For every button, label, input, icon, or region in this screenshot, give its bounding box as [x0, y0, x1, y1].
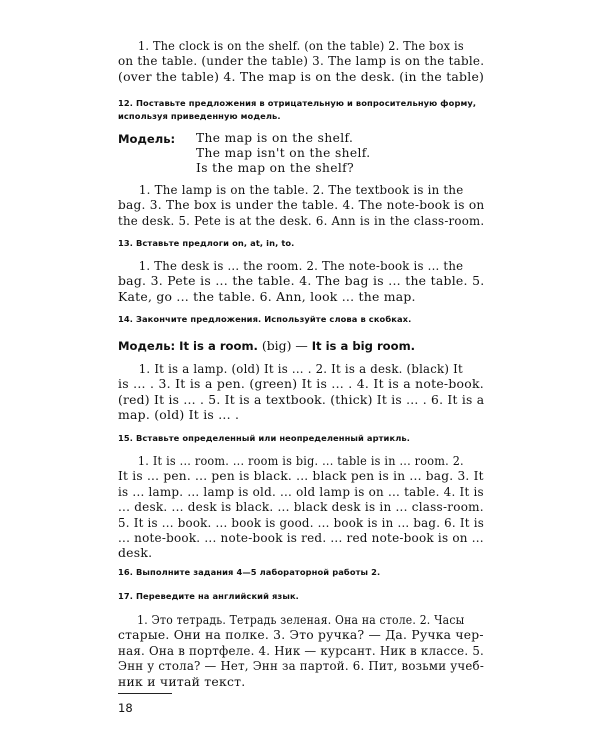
text-line: on the table. (under the table) 3. The lamp is on the table.: [118, 53, 485, 69]
text-line: bag. 3. Pete is ... the table. 4. The bag is ... the table. 5.: [118, 273, 485, 289]
exercise-13-text: [118, 258, 484, 304]
text-line: ная. Она в портфеле. 4. Ник — курсант. Ник в классе. 5.: [118, 642, 485, 658]
text-line: 1. It is ... room. ... room is big. ... table is in ... room. 2.: [137, 453, 464, 468]
text-line: 1. The lamp is on the table. 2. The textbook is in the: [138, 182, 464, 197]
exercise-12-text: [118, 182, 484, 228]
text-line: bag. 3. The box is under the table. 4. The note-book is on: [118, 197, 485, 213]
model-line: The map is on the shelf.: [196, 131, 354, 145]
text-line: 1. It is a lamp. (old) It is ... . 2. It is a desk. (black) It: [138, 361, 463, 376]
model-sentence: It is a room.: [179, 339, 258, 353]
text-line: Kate, go ... the table. 6. Ann, look ... the map.: [118, 288, 416, 304]
exercise-13-heading: 13. Вставьте предлоги on, at, in, to.: [118, 238, 295, 248]
text-line: desk.: [118, 545, 153, 561]
exercise-12-model: [196, 131, 371, 176]
model-hint: (big) —: [261, 338, 308, 353]
text-line: ник и читай текст.: [118, 673, 246, 689]
text-line: is ... . 3. It is a pen. (green) It is ... . 4. It is a note-book.: [118, 376, 484, 392]
exercise-15-heading: 15. Вставьте определенный или неопределенный артикль.: [118, 433, 410, 443]
heading-line: 12. Поставьте предложения в отрицательную и вопросительную форму,: [118, 98, 477, 108]
text-line: It is ... pen. ... pen is black. ... black pen is in ... bag. 3. It: [118, 468, 484, 484]
exercise-17-text: [118, 612, 484, 689]
model-line: The map isn't on the shelf.: [196, 146, 371, 160]
text-line: (red) It is ... . 5. It is a textbook. (thick) It is ... . 6. It is a: [118, 391, 485, 407]
exercise-14-model: [118, 338, 415, 353]
text-line: ... note-book. ... note-book is red. ... red note-book is on ...: [118, 530, 484, 546]
text-line: 1. The clock is on the shelf. (on the table) 2. The box is: [137, 38, 464, 53]
exercise-12-heading: [118, 97, 488, 123]
text-line: старые. Они на полке. 3. Это ручка? — Да. Ручка чер-: [118, 627, 484, 643]
text-line: is ... lamp. ... lamp is old. ... old lamp is on ... table. 4. It is: [118, 483, 484, 499]
exercise-12-model-label: Модель:: [118, 132, 176, 146]
text-line: Энн у стола? — Нет, Энн за партой. 6. Пит, возьми учеб-: [118, 658, 485, 674]
footer-rule: [118, 693, 172, 694]
model-label: Модель:: [118, 339, 176, 353]
text-line: the desk. 5. Pete is at the desk. 6. Ann is in the class-room.: [118, 212, 485, 228]
heading-line: используя приведенную модель.: [118, 111, 281, 122]
exercise-17-heading: 17. Переведите на английский язык.: [118, 591, 299, 601]
exercise-14-heading: 14. Закончите предложения. Используйте слова в скобках.: [118, 314, 412, 324]
model-answer: It is a big room.: [311, 339, 416, 353]
paragraph-top: [118, 38, 484, 84]
exercise-14-text: [118, 361, 484, 423]
text-line: 5. It is ... book. ... book is good. ... book is in ... bag. 6. It is: [118, 514, 485, 530]
text-line: map. (old) It is ... .: [118, 407, 240, 423]
model-line: Is the map on the shelf?: [196, 161, 355, 175]
text-line: 1. The desk is ... the room. 2. The note-book is ... the: [138, 258, 464, 273]
text-line: 1. Это тетрадь. Тетрадь зеленая. Она на столе. 2. Часы: [137, 612, 465, 627]
page-number: 18: [118, 701, 133, 715]
exercise-15-text: [118, 453, 484, 561]
text-line: ... desk. ... desk is black. ... black desk is in ... class-room.: [118, 499, 484, 515]
text-line: (over the table) 4. The map is on the desk. (in the table): [118, 68, 485, 84]
exercise-16-heading: 16. Выполните задания 4—5 лабораторной работы 2.: [118, 567, 381, 577]
